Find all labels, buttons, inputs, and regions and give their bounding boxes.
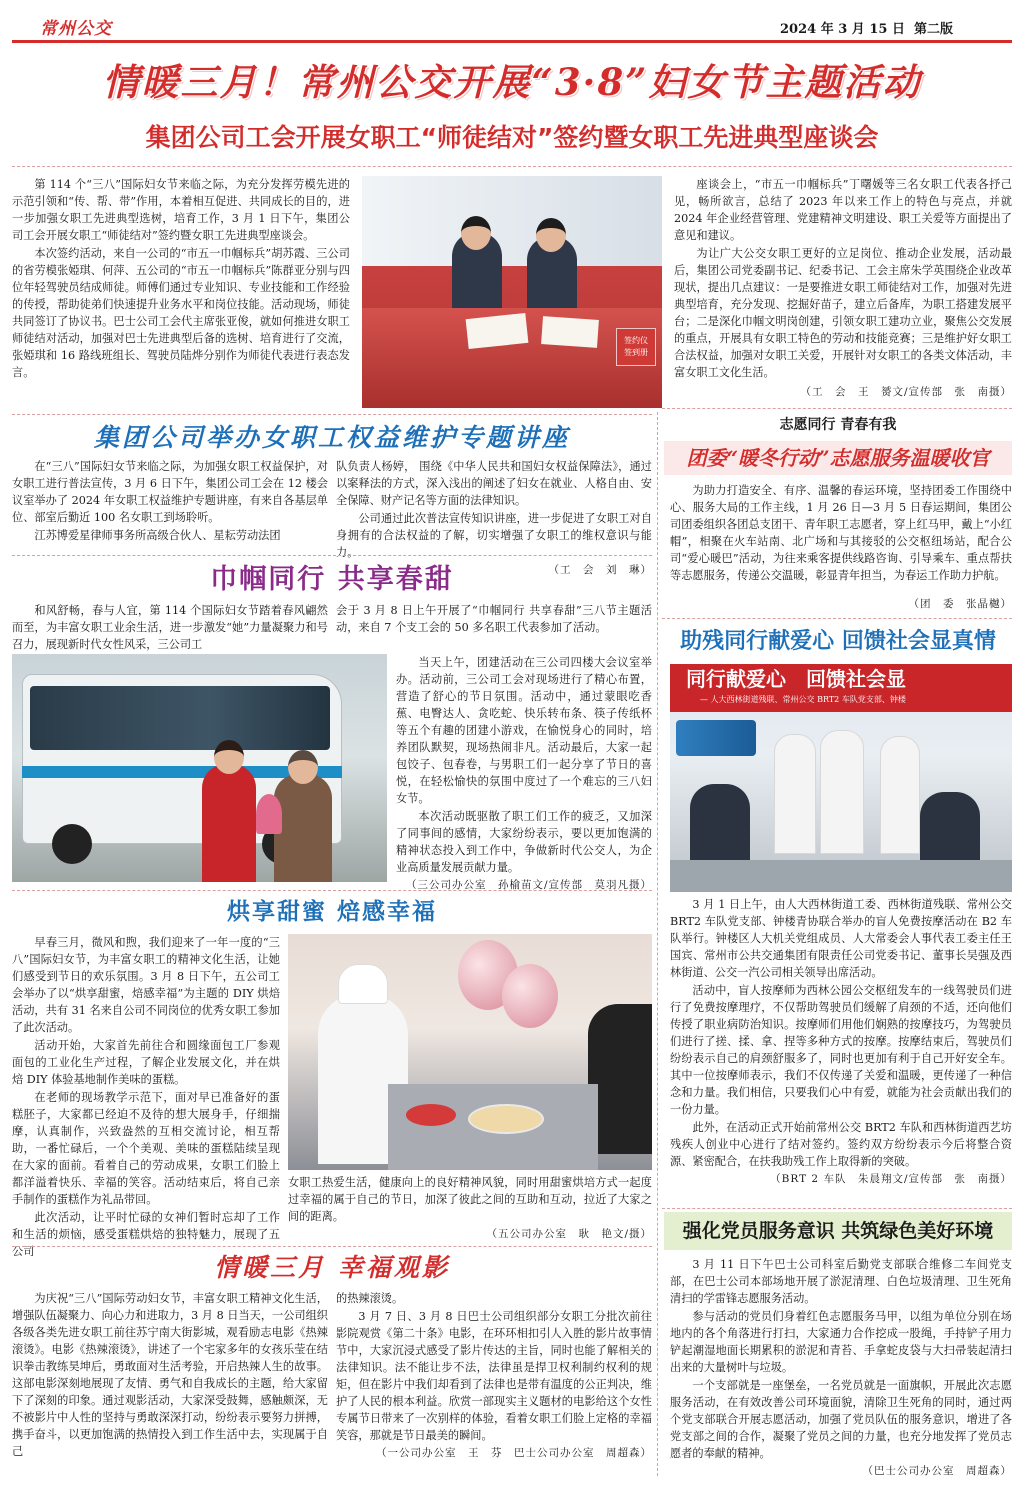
divider: [12, 414, 652, 415]
byline: （一公司办公室 王 芬 巴士公司办公室 周超森）: [376, 1447, 652, 1459]
paragraph: 为助力打造安全、有序、温馨的春运环境，坚持团委工作围绕中心、服务大局的工作主线，1 月 26 日—3 月 5 日春运期间，集团公司团委组织各团总支团干、青年职工志愿者，穿上红马甲，戴上“小红帽”，相聚在火车站南、北广场和与其接驳的公交枢纽场站，配合公司“爱心暖巴”活动，为往来乘客提供线路咨询、引导乘车、重点帮扶等志愿服务，传递公交温暖，彰显青年担当，为春运工作助力护航。: [670, 484, 1012, 582]
byline: （工 会 王 赟文/宣传部 张 南摄）: [800, 386, 1012, 398]
table-sign: [616, 328, 656, 366]
volunteer-kicker: 志愿同行 青春有我: [779, 417, 897, 433]
paragraph: 在“三八”国际妇女节来临之际，为加强女职工权益保护，对女职工进行普法宣传，3 月 6 日下午，集团公司工会在 12 楼会议室举办了 2024 年女职工权益维护专题讲座，有来自各基层单位、部室后勤近 100 名女职工到场聆听。: [12, 460, 328, 524]
article-movie-title: 情暖三月 幸福观影: [214, 1253, 450, 1282]
article-mentorship-left: [12, 176, 350, 382]
bus-wheel: [52, 824, 92, 864]
paragraph: 的热辣滚烫。: [336, 1292, 404, 1305]
paragraph: 为让广大公交女职工更好的立足岗位、推动企业发展，活动最后，集团公司党委副书记、纪委书记、工会主席朱学英围绕企业改革现状，提出几点建议：一是要推进女职工师徒结对工作，加强对先进典型培育，充分发现、挖掘好苗子，建立后备库，为职工搭建发展平台；二是深化巾帼文明岗创建，引领女职工建功立业，聚焦公交发展的重点，开展具有女职工特色的劳动和技能竞赛；三是维护好女职工合法权益，加强对女职工关爱，开展针对女职工的各类文体活动，丰富女职工文化生活。: [674, 247, 1012, 379]
paragraph: 和风舒畅，春与人宜，第 114 个国际妇女节踏着春风翩然而至，为丰富女职工业余生活，进一步激发“她”力量凝聚力和号召力，展现新时代女性风采，三公司工: [12, 604, 328, 651]
paragraph: 此外，在活动正式开始前常州公交 BRT2 车队和西林街道西艺坊残疾人创业中心进行了结对签约。签约双方纷纷表示今后将整合资源、紧密配合，在扶我助残工作上取得新的突破。: [670, 1121, 1012, 1168]
paragraph: 3 月 7 日、3 月 8 日巴士公司组织部分女职工分批次前往影院观赏《第二十条》电影，在环环相扣引人入胜的影片故事情节中，大家沉浸式感受了影片传达的主旨，同时也能了解相关的法律知识。法不能让步不法，法律虽是捍卫权利制约权利的规矩，但在影片中我们却看到了法律也是带有温度的公正判决，维护了人民的根本利益。欣赏一部现实主义题材的电影给这个女性专属节日带来了一次别样的体验，看着女职工们脸上定格的幸福笑容，那就是节日最美的瞬间。: [336, 1310, 652, 1442]
issue-date: 2024 年 3 月 15 日: [780, 22, 905, 37]
document-sheet: [466, 313, 529, 349]
event-banner: [670, 664, 1012, 712]
byline: （工 会 刘 琳）: [548, 564, 652, 576]
person-red-vest: [202, 764, 256, 882]
byline: （BRT 2 车队 朱晨翔文/宣传部 张 南摄）: [770, 1173, 1012, 1185]
person-left-head: [461, 216, 491, 250]
paragraph: 为庆祝“三八”国际劳动妇女节，丰富女职工精神文化生活，增强队伍凝聚力、向心力和进取力，3 月 8 日当天，一公司组织各级各类先进女职工前往苏宁南大街影城，观看励志电影《热辣滚烫》。电影《热辣滚烫》，讲述了一个宅家多年的女孩乐莹在结识拳击教练昊坤后，勇敢面对生活考验，开启热辣人生的故事。这部电影深刻地展现了友情、勇气和自我成长的主题，给大家留下了深刻的印象。通过观影活动，大家深受鼓舞，感触颇深，无不被影片中人性的坚持与勇敢深深打动，纷纷表示要努力拼搏，携手奋斗，以更加饱满的热情投入到工作生活中去，实现属于自己: [12, 1292, 328, 1458]
paragraph: 此次活动，让平时忙碌的女神们暂时忘却了工作和生活的烦恼，感受蛋糕烘焙的独特魅力，展现了五公司: [12, 1211, 280, 1258]
paragraph: 座谈会上，“市五一巾帼标兵”丁曙媛等三名女职工代表各抒己见，畅所欲言，总结了 2023 年以来工作上的特色与亮点，并就 2024 年企业经营管理、党建精神文明建设、职工关爱等方面提出了意见和建议。: [674, 178, 1012, 242]
article-movie-col2: [336, 1290, 652, 1461]
article-mentorship-right: [674, 176, 1012, 400]
article-rights-title: 集团公司举办女职工权益维护专题讲座: [93, 423, 570, 452]
paragraph: 女职工热爱生活，健康向上的良好精神风貌，同时用甜蜜烘培方式一起度过幸福的属于自己的节日，加深了彼此之间的互助和互动，拉近了大家之间的距离。: [288, 1176, 652, 1223]
volunteer-body: [670, 482, 1012, 612]
massage-title: 助残同行献爱心 回馈社会显真情: [680, 629, 996, 654]
bus-photo: [12, 654, 387, 882]
cake-plate: [468, 1104, 544, 1134]
chef-hat: [338, 964, 388, 1004]
person-brown-coat: [274, 774, 332, 882]
event-banner-text: 同行献爱心 回馈社会显: [686, 667, 906, 691]
article-spring-title: 巾帼同行 共享春甜: [210, 564, 454, 595]
column-divider: [657, 412, 658, 1476]
article-spring-col1: [12, 602, 328, 654]
article-baking-title: 烘享甜蜜 焙感幸福: [226, 899, 437, 925]
masthead-logo: 常州公交: [40, 19, 112, 39]
baking-photo: [288, 934, 652, 1170]
paragraph: 活动开始，大家首先前往合和圆缘面包工厂参观面包的工业化生产过程，了解企业发展文化，并在烘焙 DIY 体验基地制作美味的蛋糕。: [12, 1039, 280, 1086]
paragraph: 活动中，盲人按摩师为西林公园公交枢纽发车的一线驾驶员们进行了免费按摩理疗，不仅帮助驾驶员们缓解了肩颈的不适，还向他们传授了职业病防治知识。按摩师们用他们娴熟的按摩技巧，为驾驶员们进行了搓、揉、拿、捏等多种方式的按摩。按摩结束后，驾驶员们纷纷表示自己的肩颈舒服多了，同时也更加有利于自己开好安全车。其中一位按摩师表示，我们不仅传递了关爱和温暖，更传递了一种信念和力量。我们相信，只要我们心中有爱，就能为社会贡献出我们的一份力量。: [670, 984, 1012, 1116]
volunteer-title: 团委“暖冬行动”志愿服务温暖收官: [664, 441, 1012, 475]
divider: [662, 408, 1012, 409]
flower-bouquet: [256, 794, 282, 834]
person-right-head: [536, 218, 566, 252]
banner-subtitle: 集团公司工会开展女职工“师徒结对”签约暨女职工先进典型座谈会: [145, 123, 879, 152]
divider: [662, 618, 1012, 619]
divider: [12, 1246, 652, 1247]
article-baking-left: [12, 934, 280, 1261]
party-service-title: 强化党员服务意识 共筑绿色美好环境: [664, 1212, 1012, 1250]
paragraph: 江苏博爱星律师事务所高级合伙人、星耘劳动法团: [34, 529, 281, 542]
byline: （五公司办公室 耿 艳文/摄）: [486, 1228, 652, 1240]
signing-ceremony-photo: [362, 176, 662, 408]
banner-title: 情暖三月！常州公交开展“3·8”妇女节主题活动: [102, 60, 922, 104]
paragraph: 参与活动的党员们身着红色志愿服务马甲，以组为单位分别在场地内的各个角落进行打扫，大家通力合作挖成一股绳，手持铲子用力铲起潮湿地面长期累积的淤泥和青苔、手拿蛇皮袋与大扫帚装起清扫出来的大量树叶与垃圾。: [670, 1310, 1012, 1374]
paragraph: 公司通过此次普法宣传知识讲座，进一步促进了女职工对自身拥有的合法权益的了解，切实增强了女职工的维权意识与能力。: [336, 512, 652, 559]
masthead-rule: [12, 40, 1012, 43]
paragraph: 早春三月，微风和煦，我们迎来了一年一度的“三八”国际妇女节，为丰富女职工的精神文化生活，让她们感受到节日的欢乐氛围。3 月 8 日下午，五公司工会举办了以“烘享甜蜜，焙感幸福”为主题的 DIY 烘焙活动，共有 31 名来自公司不同岗位的优秀女职工参加了此次活动。: [12, 936, 280, 1034]
paragraph: 队负责人杨婷， 围绕《中华人民共和国妇女权益保障法》，通过以案释法的方式，深入浅出的阐述了妇女在就业、人格自由、安全保障、财产记名等方面的法律知识。: [336, 460, 652, 507]
paragraph: 3 月 11 日下午巴士公司科室后勤党支部联合维修二车间党支部，在巴士公司本部场地开展了淤泥清理、白色垃圾清理、卫生死角清扫的学雷锋志愿服务活动。: [670, 1258, 1012, 1305]
backdrop-screen: [362, 176, 662, 266]
byline: （三公司办公室 孙榆苗文/宣传部 莫羽凡摄）: [405, 879, 652, 891]
floor: [670, 860, 1012, 892]
divider: [12, 555, 652, 556]
paragraph: 会于 3 月 8 日上午开展了“巾帼同行 共享春甜”三八节主题活动，来自 7 个支工会的 50 多名职工代表参加了活动。: [336, 604, 652, 634]
paragraph: 第 114 个“三八”国际妇女节来临之际，为充分发挥劳模先进的示范引领和“传、帮、带”作用，本着相互促进、共同成长的目的，进一步加强女职工先进典型选树，培育工作，3 月 1 日下午，集团公司工会开展女职工“师徒结对”签约暨女职工先进典型座谈会。: [12, 178, 350, 242]
white-coat-person: [820, 730, 864, 854]
person-head: [288, 750, 318, 784]
edition-label: 第二版: [914, 22, 954, 37]
article-movie-col1: [12, 1290, 328, 1461]
table-sign-line: 签约仪: [624, 336, 648, 345]
byline: （巴士公司办公室 周超森）: [862, 1465, 1012, 1477]
paragraph: 3 月 1 日上午，由人大西林街道工委、西林街道残联、常州公交 BRT2 车队党支部、钟楼青协联合举办的盲人免费按摩活动在 B2 车队举行。钟楼区人大机关党组成员、人大常委会人事代表工委主任王国宾、常州市公共交通集团有限责任公司党委书记、董事长吴强及西林街道、公交一汽公司相关领导出席活动。: [670, 898, 1012, 979]
article-rights-col1: [12, 458, 328, 545]
article-spring-col2: [396, 654, 652, 893]
person-head: [214, 740, 244, 774]
massage-body: [670, 896, 1012, 1187]
massage-event-photo: [670, 664, 1012, 892]
table-sign-line: 签到册: [624, 348, 648, 357]
white-coat-person: [880, 736, 920, 854]
paragraph: 本次签约活动，来自一公司的“市五一巾帼标兵”胡苏霞、三公司的省劳模张婭琪、何萍、五公司的“市五一巾帼标兵”陈群亚分别与四位年轻驾驶员结成师徒。师傅们通过专业知识、专业技能和工作经验的传授，帮助徒弟们快速提升业务水平和岗位技能。活动现场，师徒共同签订了协议书。巴士公司工会代主席张亚俊，就如何推进女职工师徒结对活动，加强对巴士先进典型后备的选树、培育进行了交流，张婭琪和 16 路线班组长、驾驶员陆烨分别作为师徒代表进行表态发言。: [12, 247, 350, 379]
paragraph: 本次活动既驱散了职工们工作的疲乏，又加深了同事间的感情，大家纷纷表示，要以更加饱满的精神状态投入到工作中，争做新时代公交人，为企业高质量发展贡献力量。: [396, 810, 652, 874]
masthead-date-edition: [780, 18, 953, 37]
white-coat-person: [774, 734, 816, 854]
party-service-body: [670, 1256, 1012, 1479]
paragraph: 当天上午，团建活动在三公司四楼大会议室举办。活动前，三公司工会对现场进行了精心布置，营造了舒心的节日氛围。活动中，通过蒙眼吃香蕉、电臀达人、贪吃蛇、快乐转布条、筷子传纸杯等五个有趣的团建小游戏，在愉悦身心的同时，培养团队默契，现场热闹非凡。活动最后，大家一起包饺子、包春卷，与男职工们一起分享了节日的喜悦，在轻松愉快的氛围中度过了一个难忘的三八妇女节。: [396, 656, 652, 805]
paragraph: 一个支部就是一座堡垒，一名党员就是一面旗帜，开展此次志愿服务活动，在有效改善公司环境面貌，清除卫生死角的同时，通过两个党支部联合开展志愿活动，加强了党员队伍的服务意识，增进了各党支部之间的合作，凝聚了党员之间的力量，也充分地发挥了党员志愿者的奉献的精神。: [670, 1379, 1012, 1460]
document-sheet: [541, 316, 599, 348]
byline: （团 委 张晶樾）: [908, 598, 1012, 610]
strawberry-plate: [406, 1104, 456, 1126]
divider: [12, 890, 652, 891]
event-banner-sub: — 人大西林街道残联、常州公交 BRT2 车队党支部、钟楼: [700, 695, 906, 704]
bus-windows: [30, 686, 330, 750]
divider: [662, 1208, 1012, 1209]
paragraph: 在老师的现场教学示范下，面对早已准备好的蛋糕胚子，大家都已经迫不及待的想大展身手，仔细揣摩，认真制作，兴致盎然的互相交流讨论，相互帮助，一番忙碌后，一个个美观、美味的蛋糕陆续呈现在大家的面前。看着自己的劳动成果，女职工们脸上都洋溢着快乐、幸福的笑容。活动结束后，将自己亲手制作的蛋糕作为礼品带回。: [12, 1091, 280, 1206]
article-spring-col2-top: [336, 602, 652, 637]
bus-picture: [676, 720, 756, 756]
article-baking-right: [288, 1174, 652, 1242]
divider: [12, 166, 1012, 167]
balloon: [502, 964, 558, 1028]
